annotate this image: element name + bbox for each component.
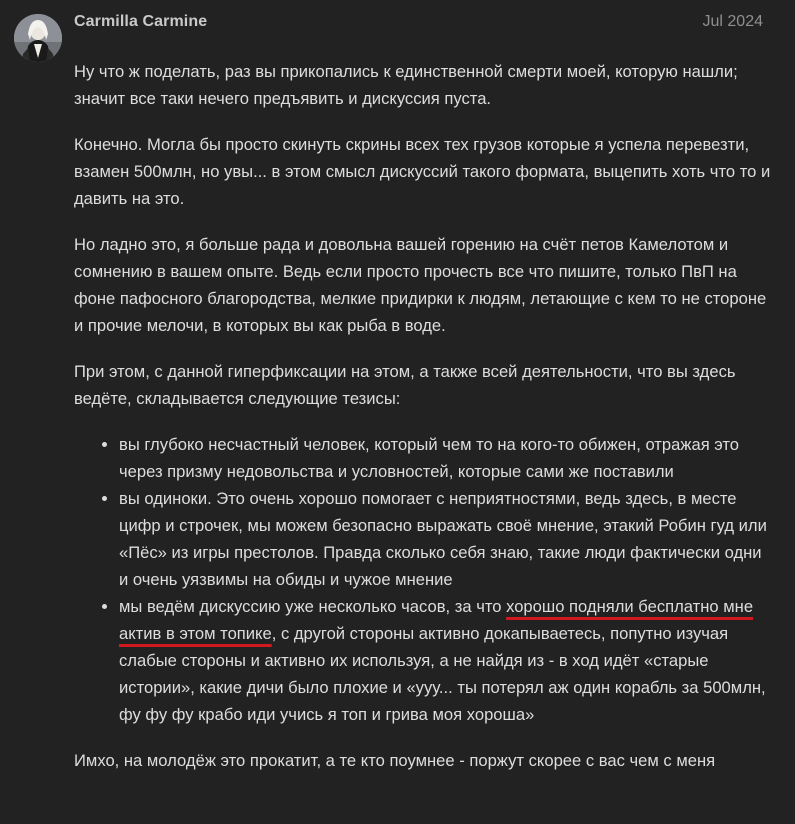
list-item-text: мы ведём дискуссию уже несколько часов, за что [119,597,507,616]
paragraph-1: Ну что ж поделать, раз вы прикопались к единственной смерти моей, которую нашли; значит все таки нечего предъявить и дискуссия пуста. [74,62,738,108]
theses-list [74,431,774,728]
author-name[interactable]: Carmilla Carmine [74,13,208,30]
list-item: • вы глубоко несчастный человек, который чем то на кого-то обижен, отражая это через призму недовольства и условностей, которые сами же поставили [119,431,774,485]
paragraph-2: Конечно. Могла бы просто скинуть скрины всех тех грузов которые я успела перевезти, взамен 500млн, но увы... в этом смысл дискуссий такого формата, выцепить хоть что то и давить на это. [74,135,771,208]
post-date[interactable]: Jul 2024 [702,13,763,30]
list-item: • вы одиноки. Это очень хорошо помогает с неприятностями, ведь здесь, в месте цифр и строчек, мы можем безопасно выражать своё мнение, этакий Робин гуд или «Пёс» из игры престолов. Правда сколько себя знаю, такие люди фактически одни и очень уязвимы на обиды и чужое мнение [119,485,774,593]
post-body [74,58,774,793]
paragraph-final: Имхо, на молодёж это прокатит, а те кто поумнее - поржут скорее с вас чем с меня [74,751,716,770]
list-item-text: , с другой стороны активно докапываетесь, попутно изучая слабые стороны и активно их используя, а не найдя из - в ход идёт «старые истории», какие дичи было плохие и «ууу... ты потерял аж один корабль за 500млн, фу фу фу крабо иди учись я топ и грива моя хороша» [119,624,766,724]
avatar-image [14,14,62,62]
paragraph-4: При этом, с данной гиперфиксации на этом, а также всей деятельности, что вы здесь ведёте, складывается следующие тезисы: [74,362,736,408]
paragraph-3: Но ладно это, я больше рада и довольна вашей горению на счёт петов Камелотом и сомнению в вашем опыте. Ведь если просто прочесть все что пишите, только ПвП на фоне пафосного благородства, мелкие придирки к людям, летающие с кем то не стороне и прочие мелочи, в которых вы как рыба в воде. [74,235,767,335]
red-underlined-text: хорошо подняли бесплатно мне актив в этом топике [119,597,754,643]
list-item [119,593,774,728]
author-avatar[interactable] [14,14,62,62]
